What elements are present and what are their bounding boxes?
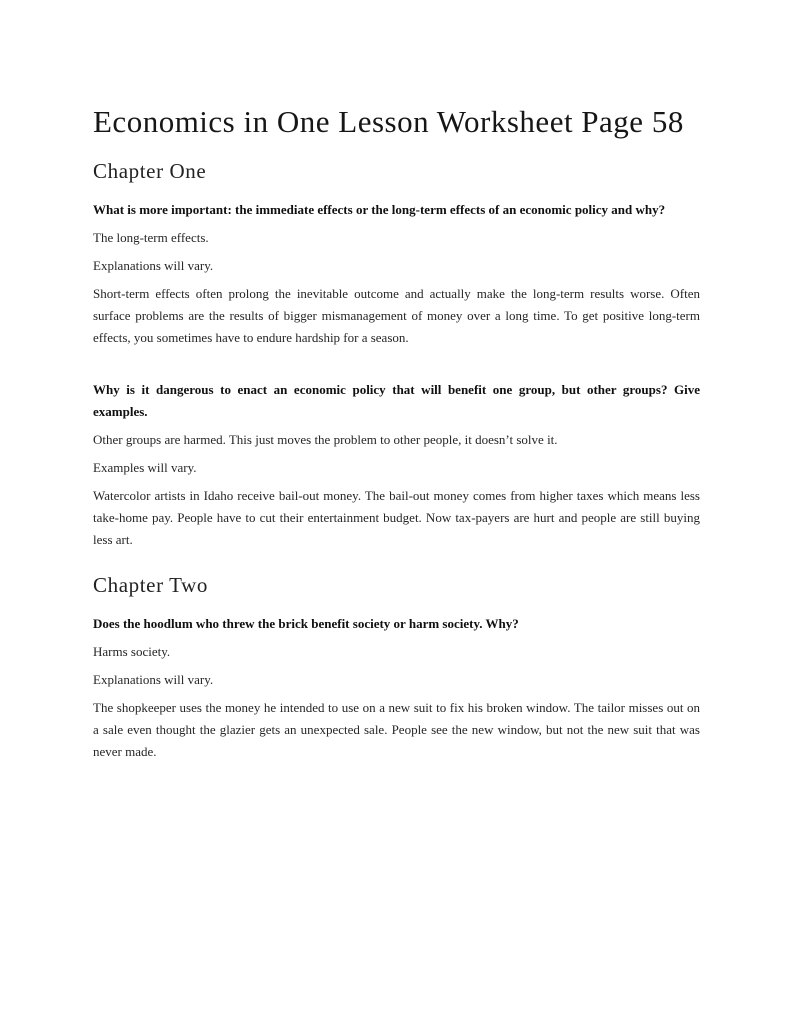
answer-watercolor-paragraph: Watercolor artists in Idaho receive bail-out money. The bail-out money comes from higher taxes which means less take-home pay. People have to cut their entertainment budget. Now tax-payers are hurt and people are still buying less art. [93, 488, 700, 547]
answer-explanations-vary-1: Explanations will vary. [93, 258, 214, 273]
answer-shopkeeper-paragraph: The shopkeeper uses the money he intended to use on a new suit to fix his broken window. The tailor misses out on a sale even thought the glazier gets an unexpected sale. People see the new window, but not the new suit that was never made. [93, 700, 700, 759]
chapter-two-section [93, 573, 700, 763]
question-immediate-vs-longterm: What is more important: the immediate effects or the long-term effects of an economic policy and why? [93, 202, 666, 217]
chapter-one-heading: Chapter One [93, 159, 207, 183]
answer-harms-society: Harms society. [93, 644, 171, 659]
answer-longterm-effects: The long-term effects. [93, 230, 209, 245]
answer-shortterm-paragraph: Short-term effects often prolong the inevitable outcome and actually make the long-term results worse. Often surface problems are the results of bigger mismanagement of money over a long time. To get positive long-term effects, you sometimes have to endure hardship for a season. [93, 286, 700, 345]
question-benefit-one-group: Why is it dangerous to enact an economic policy that will benefit one group, but other groups? Give examples. [93, 382, 700, 419]
answer-other-groups-harmed: Other groups are harmed. This just moves the problem to other people, it doesn’t solve it. [93, 432, 558, 447]
question-hoodlum-brick: Does the hoodlum who threw the brick benefit society or harm society. Why? [93, 616, 519, 631]
answer-examples-vary: Examples will vary. [93, 460, 197, 475]
chapter-one-section [93, 159, 700, 551]
answer-explanations-vary-2: Explanations will vary. [93, 672, 214, 687]
page-title: Economics in One Lesson Worksheet Page 58 [93, 104, 684, 139]
chapter-two-heading: Chapter Two [93, 573, 208, 597]
